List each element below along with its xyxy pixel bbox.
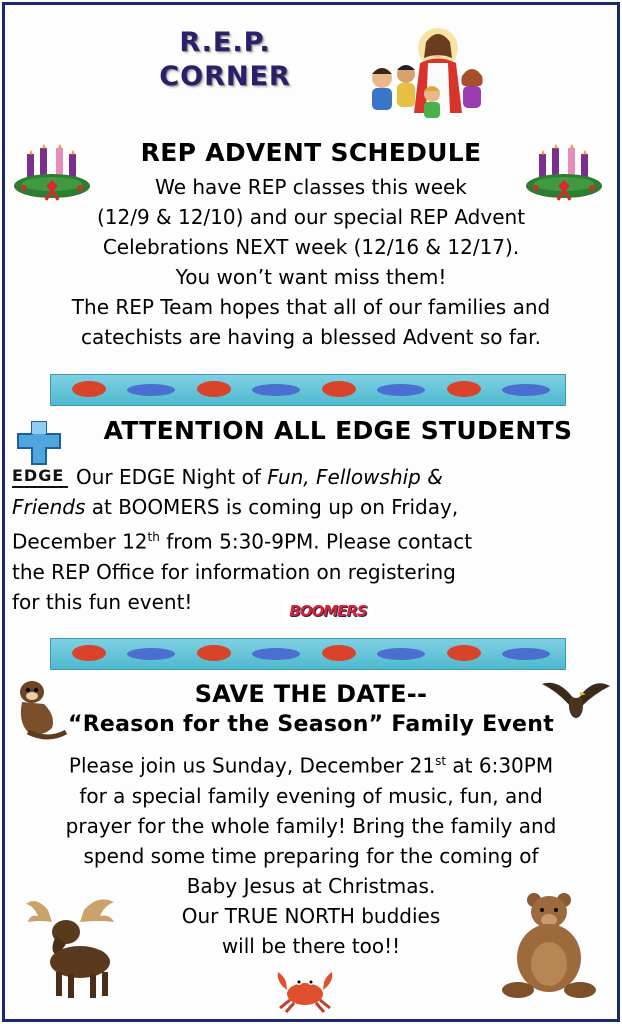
- advent-heading: REP ADVENT SCHEDULE: [140, 138, 482, 167]
- save-heading: SAVE THE DATE--: [194, 680, 428, 708]
- edge-heading: ATTENTION ALL EDGE STUDENTS: [103, 416, 573, 445]
- save-body: Please join us Sunday, December 21st at 6:30PM for a special family evening of music, fun, and prayer for the whole family! Bring the family and spend some time preparing for the coming of Baby Jesus at Christmas. Our TRUE NORTH buddies will be there too!!: [65, 753, 557, 958]
- section-divider: [50, 374, 566, 406]
- moose-clipart: [18, 892, 128, 1002]
- jesus-children-clipart: [360, 18, 490, 122]
- edge-body: Our EDGE Night of Fun, Fellowship & Friends at BOOMERS is coming up on Friday, December 12th from 5:30-9PM. Please contact the REP Office for information on registering for this fun event!: [12, 465, 473, 614]
- save-subheading: “Reason for the Season” Family Event: [67, 712, 555, 737]
- boomers-logo: BOOMERS: [280, 594, 376, 630]
- section-divider: [50, 638, 566, 670]
- cross-logo-icon: [14, 418, 64, 468]
- advent-body: We have REP classes this week (12/9 & 12/10) and our special REP Advent Celebrations NEXT week (12/16 & 12/17). You won’t want miss them! The REP Team hopes that all of our families and catechists are having a blessed Advent so far.: [71, 175, 551, 349]
- edge-logo: EDGE: [12, 466, 68, 488]
- page-title: R.E.P. CORNER: [159, 27, 291, 92]
- bear-clipart: [494, 886, 606, 1000]
- crab-clipart: [272, 962, 338, 1014]
